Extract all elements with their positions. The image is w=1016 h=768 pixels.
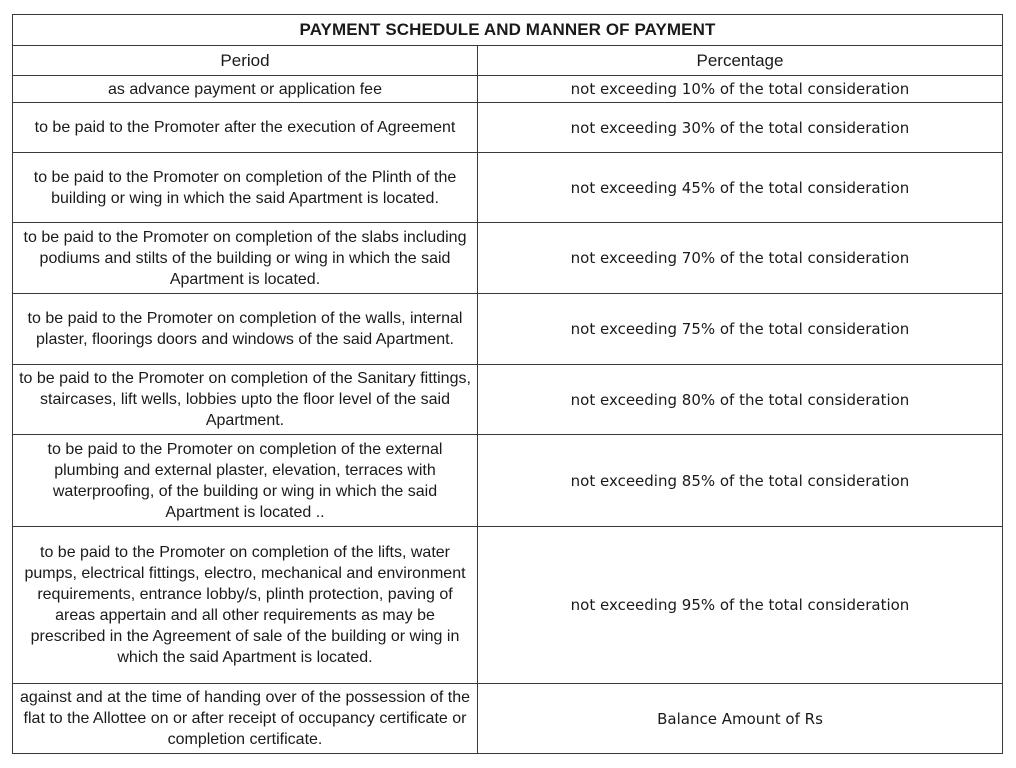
period-cell: to be paid to the Promoter on completion of the walls, internal plaster, floorings doors and windows of the said Apartment. [13,294,478,365]
header-period: Period [13,46,478,76]
period-cell: against and at the time of handing over of the possession of the flat to the Allottee on or after receipt of occupancy certificate or completion certificate. [13,684,478,754]
period-cell: to be paid to the Promoter on completion of the lifts, water pumps, electrical fittings, electro, mechanical and environment requirements, entrance lobby/s, plinth protection, paving of areas appertain and all other requirements as may be prescribed in the Agreement of sale of the building or wing in which the said Apartment is located. [13,527,478,684]
percentage-cell: Balance Amount of Rs [478,684,1003,754]
table-row [13,294,1003,365]
percentage-cell: not exceeding 75% of the total consideration [478,294,1003,365]
percentage-cell: not exceeding 30% of the total consideration [478,103,1003,153]
table-title: PAYMENT SCHEDULE AND MANNER OF PAYMENT [13,15,1003,46]
payment-schedule-table [12,14,1003,754]
period-cell: to be paid to the Promoter after the execution of Agreement [13,103,478,153]
table-header-row [13,46,1003,76]
percentage-cell: not exceeding 70% of the total consideration [478,223,1003,294]
table-row [13,684,1003,754]
table-row [13,103,1003,153]
table-row [13,223,1003,294]
percentage-cell: not exceeding 95% of the total consideration [478,527,1003,684]
table-row [13,435,1003,527]
percentage-cell: not exceeding 10% of the total consideration [478,76,1003,103]
period-cell: as advance payment or application fee [13,76,478,103]
header-percentage: Percentage [478,46,1003,76]
table-row [13,365,1003,435]
table-row [13,527,1003,684]
period-cell: to be paid to the Promoter on completion of the slabs including podiums and stilts of the building or wing in which the said Apartment is located. [13,223,478,294]
table-title-row [13,15,1003,46]
percentage-cell: not exceeding 80% of the total consideration [478,365,1003,435]
period-cell: to be paid to the Promoter on completion of the Sanitary fittings, staircases, lift wells, lobbies upto the floor level of the said Apartment. [13,365,478,435]
percentage-cell: not exceeding 45% of the total consideration [478,153,1003,223]
percentage-cell: not exceeding 85% of the total consideration [478,435,1003,527]
period-cell: to be paid to the Promoter on completion of the external plumbing and external plaster, elevation, terraces with waterproofing, of the building or wing in which the said Apartment is located .. [13,435,478,527]
table-row [13,153,1003,223]
period-cell: to be paid to the Promoter on completion of the Plinth of the building or wing in which the said Apartment is located. [13,153,478,223]
table-row [13,76,1003,103]
